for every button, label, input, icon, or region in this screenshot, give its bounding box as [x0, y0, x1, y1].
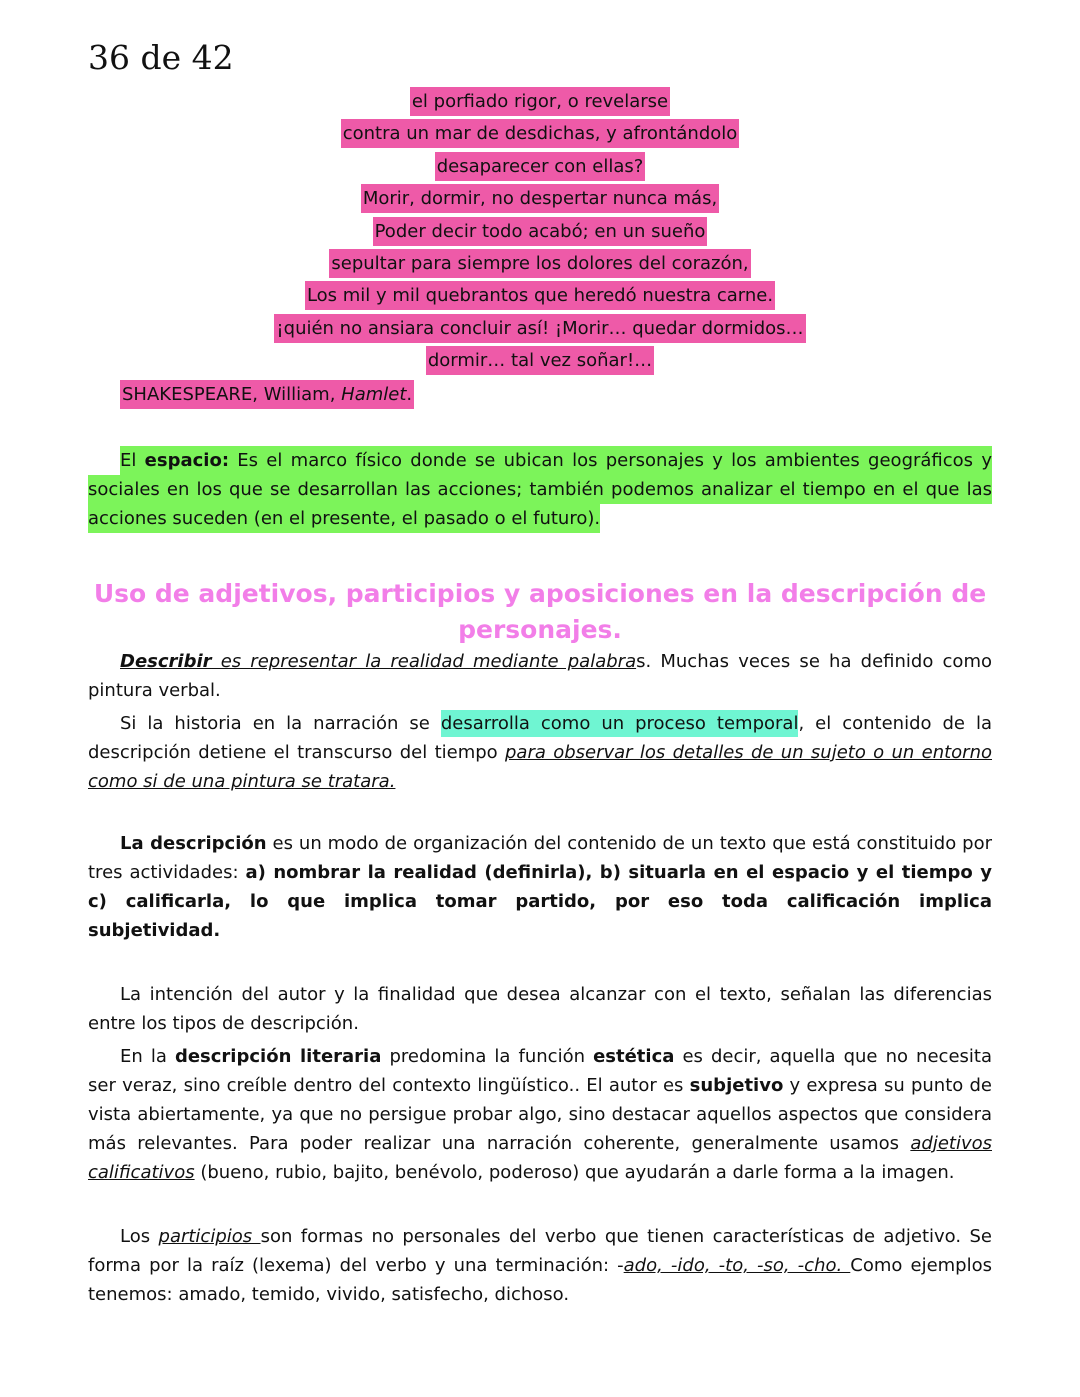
body-text: [88, 647, 992, 1309]
page-number: 36 de 42: [88, 38, 234, 77]
highlighted-phrase: desarrolla como un proceso temporal: [441, 710, 799, 737]
espacio-definition: El espacio: Es el marco físico donde se ubican los personajes y los ambientes geográficos y sociales en los que se desarrollan las acciones; también podemos analizar el tiempo en el que las acciones suceden (en el presente, el pasado o el futuro).: [88, 446, 992, 533]
poem-line: Poder decir todo acabó; en un sueño: [88, 216, 992, 248]
paragraph-participios: Los participios son formas no personales del verbo que tienen características de adjetivo. Se forma por la raíz (lexema) del verbo y una terminación: -ado, -ido, -to, -so, -cho. Como ejemplos tenemos: amado, temido, vivido, satisfecho, dichoso.: [88, 1226, 993, 1305]
poem-line: Los mil y mil quebrantos que heredó nuestra carne.: [88, 280, 992, 312]
espacio-term: espacio:: [144, 450, 230, 471]
paragraph-historia: Si la historia en la narración se desarrolla como un proceso temporal, el contenido de la descripción detiene el transcurso del tiempo para observar los detalles de un sujeto o un entorno como si de una pintura se tratara.: [88, 709, 992, 796]
paragraph-literaria: En la descripción literaria predomina la función estética es decir, aquella que no necesita ser veraz, sino creíble dentro del contexto lingüístico.. El autor es subjetivo y expresa su punto de vista abiertamente, ya que no persigue probar algo, sino destacar aquellos aspectos que considera más relevantes. Para poder realizar una narración coherente, generalmente usamos adjetivos calificativos (bueno, rubio, bajito, benévolo, poderoso) que ayudarán a darle forma a la imagen.: [88, 1046, 992, 1183]
poem-line: contra un mar de desdichas, y afrontándolo: [88, 118, 992, 150]
poem-citation: SHAKESPEARE, William, Hamlet.: [120, 380, 414, 410]
paragraph-descripcion: La descripción es un modo de organización del contenido de un texto que está constituido por tres actividades: a) nombrar la realidad (definirla), b) situarla en el espacio y el tiempo y c) calificarla, lo que implica tomar partido, por eso toda calificación implica subjetividad.: [88, 833, 993, 941]
poem-line: dormir… tal vez soñar!…: [88, 345, 992, 377]
poem-line: Morir, dormir, no despertar nunca más,: [88, 183, 992, 215]
poem-line: desaparecer con ellas?: [88, 151, 992, 183]
section-heading: Uso de adjetivos, participios y aposiciones en la descripción de personajes.: [93, 579, 987, 644]
poem-excerpt: [88, 86, 992, 378]
paragraph-describir: Describir es representar la realidad mediante palabras. Muchas veces se ha definido como pintura verbal.: [88, 651, 992, 701]
paragraph-intencion: La intención del autor y la finalidad que desea alcanzar con el texto, señalan las diferencias entre los tipos de descripción.: [88, 984, 992, 1034]
poem-line: el porfiado rigor, o revelarse: [88, 86, 992, 118]
poem-line: sepultar para siempre los dolores del corazón,: [88, 248, 992, 280]
poem-line: ¡quién no ansiara concluir así! ¡Morir… quedar dormidos…: [88, 313, 992, 345]
